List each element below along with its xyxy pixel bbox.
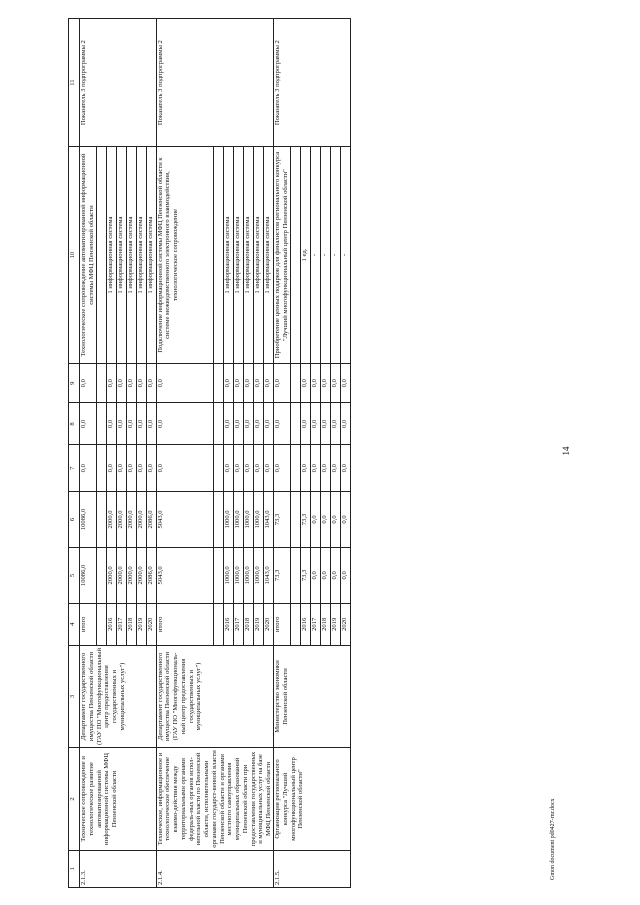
col-header: 7	[69, 445, 80, 492]
total-c5: 5043,0	[156, 547, 213, 603]
year-cell: 2019	[254, 603, 264, 645]
indicator-cell: -	[340, 147, 350, 364]
value-cell: 0,0	[330, 547, 340, 603]
value-cell: 0,0	[320, 403, 330, 445]
value-cell: 0,0	[330, 445, 340, 492]
indicator-cell: 1 информационная система	[106, 147, 116, 364]
year-cell: 2019	[136, 603, 146, 645]
value-cell: 0,0	[244, 445, 254, 492]
page-number: 14	[561, 446, 571, 456]
col-header: 6	[69, 492, 80, 548]
total-c7: 0,0	[274, 445, 291, 492]
year-cell: 2016	[224, 603, 234, 645]
col-header: 5	[69, 547, 80, 603]
col-header: 8	[69, 403, 80, 445]
section-id: 2.1.5.	[274, 850, 351, 887]
table-row	[156, 19, 213, 888]
value-cell: 1000,0	[234, 547, 244, 603]
value-cell: 2000,0	[126, 547, 136, 603]
total-c6: 5043,0	[156, 492, 213, 548]
value-cell: 0,0	[300, 363, 310, 403]
value-cell: 0,0	[106, 445, 116, 492]
value-cell: 0,0	[310, 363, 320, 403]
year-cell: 2020	[264, 603, 274, 645]
total-c7: 0,0	[156, 445, 213, 492]
indicator-cell: 1 информационная система	[244, 147, 254, 364]
value-cell: 0,0	[340, 547, 350, 603]
total-c9: 0,0	[156, 363, 213, 403]
total-c8: 0,0	[156, 403, 213, 445]
value-cell: 0,0	[300, 403, 310, 445]
indicator-cell: 1 информационная система	[136, 147, 146, 364]
value-cell: 0,0	[320, 363, 330, 403]
section-id: 2.1.4.	[156, 850, 273, 887]
value-cell: 0,0	[224, 403, 234, 445]
year-cell: 2016	[106, 603, 116, 645]
value-cell: 73,3	[300, 547, 310, 603]
program-indicator: Показатель 3 подпрограммы 2	[156, 19, 273, 147]
year-cell: 2017	[234, 603, 244, 645]
indicator-title: Технологическое сопровождение автоматизированной информационной системы МФЦ Пензенской области	[80, 147, 97, 364]
year-cell: 2017	[116, 603, 126, 645]
section-2-1-5	[274, 19, 351, 888]
value-cell: 0,0	[126, 445, 136, 492]
total-label: итого	[80, 603, 97, 645]
value-cell: 1000,0	[244, 547, 254, 603]
value-cell: 0,0	[136, 363, 146, 403]
value-cell: 0,0	[234, 403, 244, 445]
value-cell: 0,0	[126, 403, 136, 445]
year-cell: 2018	[126, 603, 136, 645]
value-cell: 1043,0	[264, 547, 274, 603]
year-cell: 2019	[330, 603, 340, 645]
section-executor: Департамент государственного имущества Пензенской области (ГАУ ПО "Многофункциональный центр предоставления государственных и муниципальных услуг")	[80, 645, 157, 748]
value-cell: 2086,0	[146, 492, 156, 548]
value-cell: 1000,0	[254, 547, 264, 603]
value-cell: 0,0	[310, 445, 320, 492]
indicator-cell: 1 информационная система	[254, 147, 264, 364]
col-header: 10	[69, 147, 80, 364]
value-cell: 0,0	[264, 445, 274, 492]
value-cell: 1000,0	[244, 492, 254, 548]
section-executor: Министерство экономики Пензенской области	[274, 645, 351, 748]
value-cell: 2000,0	[116, 492, 126, 548]
value-cell: 2000,0	[136, 547, 146, 603]
indicator-title: Подключение информационной системы МФЦ Пензенской области к системе межведомственного электронного взаимодействия, технологическое сопровождение	[156, 147, 213, 364]
indicator-cell: 1 информационная система	[224, 147, 234, 364]
value-cell: 0,0	[254, 445, 264, 492]
program-indicator: Показатель 3 подпрограммы 2	[80, 19, 157, 147]
indicator-cell: 1 информационная система	[234, 147, 244, 364]
section-2-1-3	[80, 19, 157, 888]
total-label: итого	[274, 603, 291, 645]
value-cell: 0,0	[244, 403, 254, 445]
value-cell: 0,0	[136, 403, 146, 445]
col-header: 1	[69, 850, 80, 887]
value-cell: 0,0	[106, 363, 116, 403]
col-header: 3	[69, 645, 80, 748]
col-header: 11	[69, 19, 80, 147]
value-cell: 1000,0	[254, 492, 264, 548]
value-cell: 0,0	[300, 445, 310, 492]
section-name: Техническое, информационное и технологическое обеспечение взаимо-действия между территориальными органами федераль-ных органов испол-нительной власти по Пензенской области, исполнительными органами государст-венной власти Пензенской области и органами местного самоуправления муниципальных образований Пензенской области при предоставлении государственных и муниципальных услуг на базе МФЦ Пензенской области	[156, 748, 273, 851]
indicator-cell: 1 информационная система	[126, 147, 136, 364]
section-executor: Департамент государственного имущества Пензенской области (ГАУ ПО "Многофункциональ-ный центр предоставления государственных и муниципальных услуг")	[156, 645, 273, 748]
year-cell: 2020	[340, 603, 350, 645]
value-cell: 2000,0	[106, 492, 116, 548]
value-cell: 0,0	[264, 363, 274, 403]
value-cell: 2086,0	[146, 547, 156, 603]
value-cell: 0,0	[320, 547, 330, 603]
indicator-cell: 1 информационная система	[264, 147, 274, 364]
rotated-table-wrapper	[68, 18, 590, 888]
value-cell: 0,0	[310, 547, 320, 603]
year-cell: 2017	[310, 603, 320, 645]
value-cell: 0,0	[146, 403, 156, 445]
value-cell: 0,0	[136, 445, 146, 492]
value-cell: 0,0	[320, 492, 330, 548]
section-name: Организация регионального конкурса "Лучший многофункциональный центр Пензенской области"	[274, 748, 351, 851]
value-cell: 2000,0	[136, 492, 146, 548]
indicator-cell: -	[320, 147, 330, 364]
value-cell: 0,0	[330, 363, 340, 403]
value-cell: 1000,0	[224, 547, 234, 603]
total-c9: 0,0	[80, 363, 97, 403]
value-cell: 0,0	[224, 445, 234, 492]
total-c8: 0,0	[274, 403, 291, 445]
value-cell: 2000,0	[126, 492, 136, 548]
value-cell: 0,0	[330, 492, 340, 548]
col-header: 2	[69, 748, 80, 851]
year-cell: 2016	[300, 603, 310, 645]
value-cell: 0,0	[106, 403, 116, 445]
total-c5: 73,3	[274, 547, 291, 603]
program-table	[68, 18, 351, 888]
value-cell: 0,0	[330, 403, 340, 445]
total-c9: 0,0	[274, 363, 291, 403]
year-cell: 2018	[320, 603, 330, 645]
column-number-row	[69, 19, 80, 888]
total-c8: 0,0	[80, 403, 97, 445]
total-c5: 10086,0	[80, 547, 97, 603]
value-cell: 0,0	[116, 445, 126, 492]
value-cell: 0,0	[244, 363, 254, 403]
table-row	[274, 19, 291, 888]
col-header: 9	[69, 363, 80, 403]
value-cell: 73,3	[300, 492, 310, 548]
value-cell: 0,0	[320, 445, 330, 492]
value-cell: 0,0	[340, 403, 350, 445]
value-cell: 2000,0	[106, 547, 116, 603]
value-cell: 1000,0	[224, 492, 234, 548]
value-cell: 0,0	[310, 492, 320, 548]
value-cell: 0,0	[254, 403, 264, 445]
value-cell: 1000,0	[234, 492, 244, 548]
value-cell: 0,0	[310, 403, 320, 445]
document-footer: Gmon document рd0427-rnr.docx	[550, 798, 556, 880]
indicator-cell: 1 информационная система	[116, 147, 126, 364]
value-cell: 0,0	[264, 403, 274, 445]
indicator-cell: -	[310, 147, 320, 364]
value-cell: 0,0	[340, 363, 350, 403]
program-indicator: Показатель 3 подпрограммы 2	[274, 19, 351, 147]
indicator-cell: -	[330, 147, 340, 364]
section-name: Техническое сопровождение и технологическое развитие автоматизированной информационной системы МФЦ Пензенской области	[80, 748, 157, 851]
indicator-title: Приобретение ценных подарков для финалистов регионального конкурса "Лучший многофункциональный центр Пензенской области"	[274, 147, 291, 364]
total-c7: 0,0	[80, 445, 97, 492]
col-header: 4	[69, 603, 80, 645]
total-c6: 73,3	[274, 492, 291, 548]
value-cell: 0,0	[116, 363, 126, 403]
value-cell: 2000,0	[116, 547, 126, 603]
section-2-1-4	[156, 19, 273, 888]
value-cell: 0,0	[254, 363, 264, 403]
value-cell: 0,0	[234, 445, 244, 492]
indicator-cell: 1 ед.	[300, 147, 310, 364]
year-cell: 2020	[146, 603, 156, 645]
value-cell: 0,0	[340, 445, 350, 492]
value-cell: 0,0	[234, 363, 244, 403]
value-cell: 0,0	[126, 363, 136, 403]
value-cell: 0,0	[146, 445, 156, 492]
total-label: итого	[156, 603, 213, 645]
year-cell: 2018	[244, 603, 254, 645]
value-cell: 0,0	[146, 363, 156, 403]
value-cell: 0,0	[116, 403, 126, 445]
value-cell: 1043,0	[264, 492, 274, 548]
indicator-cell: 1 информационная система	[146, 147, 156, 364]
table-row	[80, 19, 97, 888]
total-c6: 10086,0	[80, 492, 97, 548]
value-cell: 0,0	[340, 492, 350, 548]
section-id: 2.1.3.	[80, 850, 157, 887]
value-cell: 0,0	[224, 363, 234, 403]
